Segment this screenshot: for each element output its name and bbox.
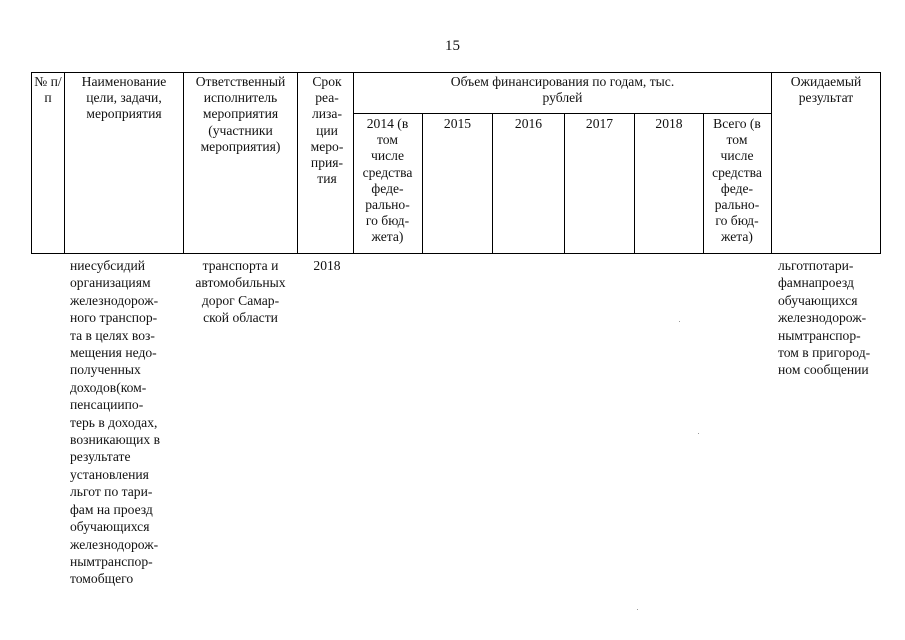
name-line-8: [70, 379, 178, 396]
executor-line-4: ской области: [203, 310, 278, 326]
header-col-term: Срок реа-лиза-ции меро-прия-тия: [310, 74, 344, 187]
name-line-3: железнодорож-: [70, 292, 159, 308]
result-line-1: [778, 257, 877, 274]
divider-2017-2018: [634, 113, 635, 254]
divider-2016-2017: [564, 113, 565, 254]
result-line-5-word-1: ным: [778, 327, 804, 343]
name-line-14: льгот по тари-: [70, 484, 153, 500]
table-top-border: [31, 72, 881, 73]
divider-2014-2015: [422, 113, 423, 254]
name-line-10: терь в доходах,: [70, 414, 158, 430]
scan-speck: [679, 321, 680, 322]
name-line-5: та в целях воз-: [70, 327, 155, 343]
divider-2018-total: [703, 113, 704, 254]
result-line-1-word-3: тари-: [822, 258, 854, 273]
header-col-executor: Ответственный исполнитель мероприятия (участники мероприятия): [195, 74, 286, 154]
header-year-2015: 2015: [443, 116, 472, 131]
scan-speck: [637, 609, 638, 610]
name-line-1-word-1: ние: [70, 258, 91, 273]
name-line-19: [70, 570, 178, 587]
divider-name-executor: [183, 72, 184, 254]
name-line-11: возникающих в: [70, 432, 160, 448]
result-line-2-word-3: проезд: [814, 275, 854, 291]
name-line-18-word-2: транспор-: [95, 553, 153, 569]
divider-term-funding: [353, 72, 354, 254]
divider-executor-term: [297, 72, 298, 254]
result-line-2-word-1: фам: [778, 275, 802, 291]
executor-line-3: дорог Самар-: [201, 292, 280, 308]
scan-speck: [698, 433, 699, 434]
name-line-13: установления: [70, 466, 149, 482]
name-line-1: [70, 257, 178, 274]
divider-funding-result: [771, 72, 772, 254]
table-right-border: [880, 72, 881, 254]
result-line-5: [778, 327, 877, 344]
executor-line-1: транспорта и: [202, 258, 279, 273]
name-line-18: [70, 553, 178, 570]
divider-2015-2016: [492, 113, 493, 254]
name-line-12: результате: [70, 449, 131, 465]
name-line-19-word-1: том: [70, 571, 91, 587]
header-year-2014: 2014 (в том числе средства феде-рально-го бюд-жета): [362, 116, 413, 245]
name-line-8-word-1: доходов: [70, 379, 117, 395]
result-line-3: обучающихся: [778, 292, 858, 308]
table-left-border: [31, 72, 32, 254]
name-line-9-word-2: по-: [124, 397, 144, 413]
divider-num-name: [64, 72, 65, 254]
name-line-2: организациям: [70, 275, 151, 291]
name-line-4: ного транспор-: [70, 310, 158, 326]
executor-line-2: автомобильных: [195, 275, 286, 291]
header-year-2018: 2018: [655, 116, 683, 131]
result-line-2: [778, 274, 877, 291]
name-line-9: [70, 396, 178, 413]
page-number: 15: [445, 38, 460, 54]
name-line-8-word-2: (ком-: [116, 379, 147, 395]
result-line-1-word-1: льгот: [778, 258, 809, 273]
row-name-text: [70, 257, 178, 588]
row-result-text: [778, 257, 877, 379]
result-line-2-word-2: на: [801, 275, 815, 291]
header-year-2016: 2016: [514, 116, 543, 131]
result-line-5-word-2: транспор-: [803, 327, 861, 343]
name-line-19-word-2: общего: [90, 571, 134, 587]
result-line-1-word-2: по: [808, 258, 823, 273]
header-col-name: Наименование цели, задачи, мероприятия: [81, 74, 167, 122]
header-col-funding: Объем финансирования по годам, тыс. рублей: [450, 74, 675, 106]
result-line-6: том в пригород-: [778, 345, 871, 361]
result-line-4: железнодорож-: [778, 310, 867, 326]
name-line-9-word-1: пенсации: [70, 397, 125, 413]
funding-subheader-border: [353, 113, 771, 114]
row-executor-text: [185, 257, 296, 327]
header-col-result: Ожидаемый результат: [790, 74, 862, 106]
header-total: Всего (в том числе средства феде-рально-го бюд-жета): [712, 116, 762, 245]
name-line-15: фам на проезд: [70, 501, 153, 517]
name-line-16: обучающихся: [70, 519, 150, 535]
name-line-18-word-1: ным: [70, 553, 96, 569]
header-year-2017: 2017: [585, 116, 614, 131]
row-term-text: 2018: [313, 258, 341, 273]
table-header-bottom-border: [31, 253, 881, 254]
name-line-17: железнодорож-: [70, 536, 159, 552]
header-col-number: № п/п: [34, 74, 62, 106]
name-line-7: полученных: [70, 362, 141, 378]
name-line-6: мещения недо-: [70, 345, 157, 361]
name-line-1-word-2: субсидий: [90, 258, 146, 273]
result-line-7: ном сообщении: [778, 362, 869, 378]
